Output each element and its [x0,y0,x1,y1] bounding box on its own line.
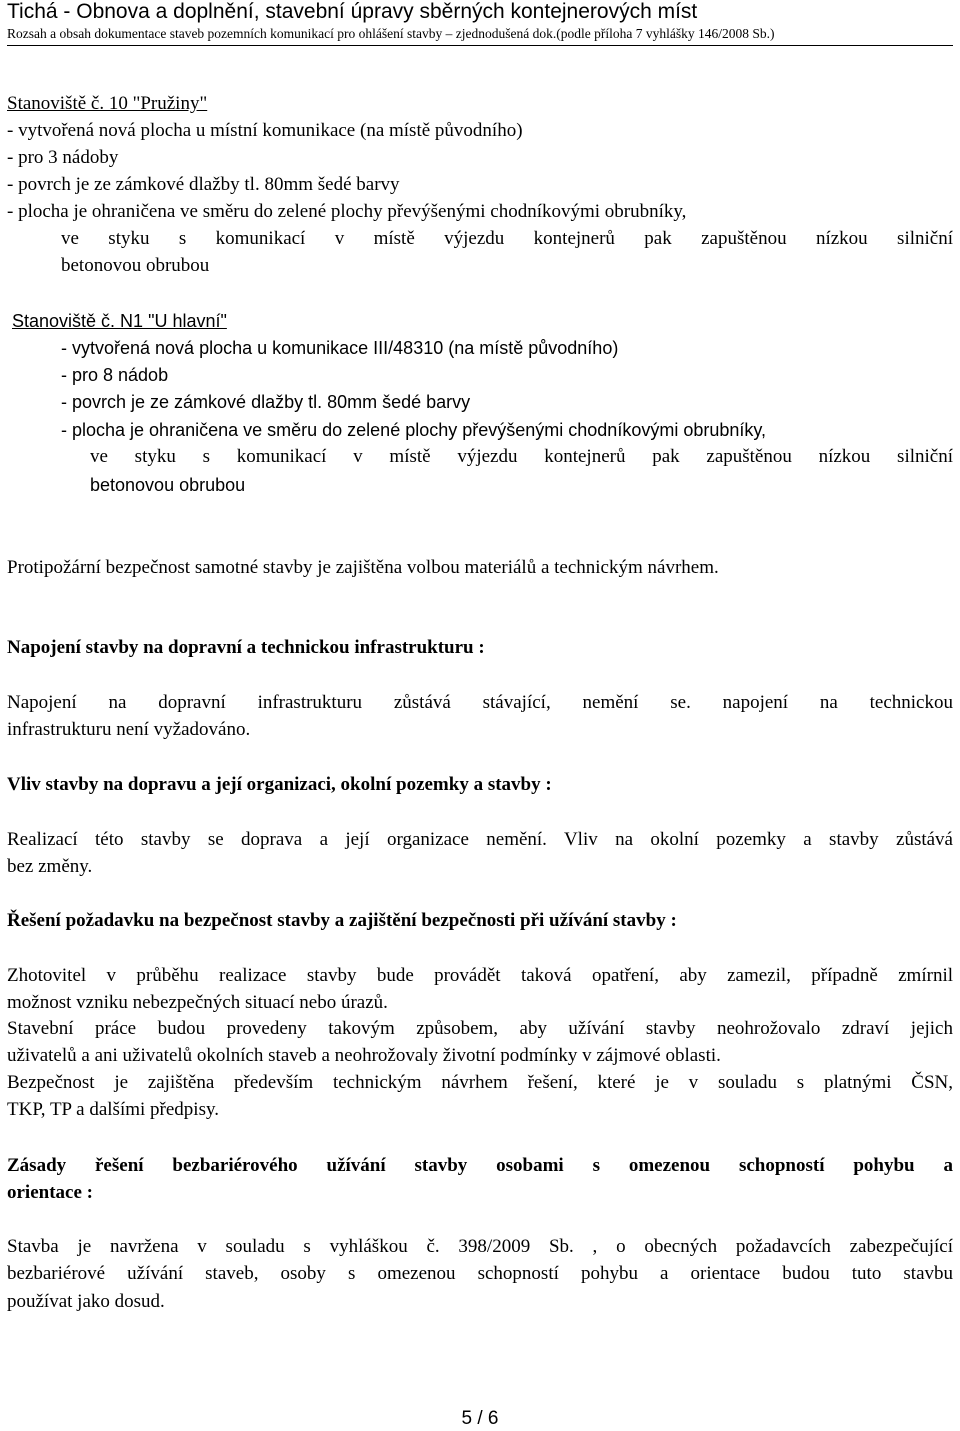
safety-heading: Řešení požadavku na bezpečnost stavby a zajištění bezpečnosti při užívání stavby : [7,910,677,931]
safety-text: TKP, TP a dalšími předpisy. [7,1099,219,1120]
siteN1-line: ve styku s komunikací v místě výjezdu kontejnerů pak zapuštěnou nízkou silniční [90,446,953,467]
traffic-text: Realizací této stavby se doprava a její organizace nemění. Vliv na okolní pozemky a stavby zůstává [7,829,953,850]
siteN1-heading: Stanoviště č. N1 "U hlavní" [12,311,227,331]
document-subtitle: Rozsah a obsah dokumentace staveb pozemních komunikací pro ohlášení stavby – zjednodušená dok.(podle příloha 7 vyhlášky 146/2008 Sb.) [7,26,775,41]
site10-line: ve styku s komunikací v místě výjezdu kontejnerů pak zapuštěnou nízkou silniční [61,228,953,249]
site10-line: - pro 3 nádoby [7,147,119,168]
siteN1-line: - pro 8 nádob [61,365,169,385]
siteN1-line: - plocha je ohraničena ve směru do zelené plochy převýšenými chodníkovými obrubníky, [61,420,767,440]
safety-text: uživatelů a ani uživatelů okolních staveb a neohrožovaly životní podmínky v zájmové oblasti. [7,1045,721,1066]
barrier-heading: Zásady řešení bezbariérového užívání stavby osobami s omezenou schopností pohybu a [7,1155,953,1176]
siteN1-line: betonovou obrubou [90,475,246,495]
traffic-heading: Vliv stavby na dopravu a její organizaci, okolní pozemky a stavby : [7,774,552,795]
document-title: Tichá - Obnova a doplnění, stavební úpravy sběrných kontejnerových míst [7,0,698,23]
barrier-heading: orientace : [7,1182,93,1203]
site10-heading: Stanoviště č. 10 "Pružiny" [7,93,208,114]
site10-line: - vytvořená nová plocha u místní komunikace (na místě původního) [7,120,523,141]
page-number: 5 / 6 [461,1408,499,1429]
siteN1-line: - povrch je ze zámkové dlažby tl. 80mm šedé barvy [61,392,471,412]
traffic-text: bez změny. [7,856,93,877]
fire-safety-text: Protipožární bezpečnost samotné stavby je zajištěna volbou materiálů a technickým návrhem. [7,557,719,578]
infra-text: infrastrukturu není vyžadováno. [7,719,251,740]
safety-text: Bezpečnost je zajištěna především technickým návrhem řešení, které je v souladu s platnými ČSN, [7,1072,953,1093]
safety-text: možnost vzniku nebezpečných situací nebo úrazů. [7,992,388,1013]
safety-text: Zhotovitel v průběhu realizace stavby bude provádět taková opatření, aby zamezil, případně zmírnil [7,965,953,986]
siteN1-line: - vytvořená nová plocha u komunikace III/48310 (na místě původního) [61,338,619,358]
safety-text: Stavební práce budou provedeny takovým způsobem, aby užívání stavby neohrožovalo zdraví jejich [7,1018,953,1039]
barrier-text: používat jako dosud. [7,1291,165,1312]
infra-heading: Napojení stavby na dopravní a technickou infrastrukturu : [7,637,485,658]
site10-line: - plocha je ohraničena ve směru do zelené plochy převýšenými chodníkovými obrubníky, [7,201,687,222]
infra-text: Napojení na dopravní infrastrukturu zůstává stávající, nemění se. napojení na technickou [7,692,953,713]
barrier-text: Stavba je navržena v souladu s vyhláškou č. 398/2009 Sb. , o obecných požadavcích zabezpečující [7,1236,953,1257]
barrier-text: bezbariérové užívání staveb, osoby s omezenou schopností pohybu a orientace budou tuto stavbu [7,1263,953,1284]
page-header [7,0,953,46]
site10-line: - povrch je ze zámkové dlažby tl. 80mm šedé barvy [7,174,400,195]
site10-line: betonovou obrubou [61,255,210,276]
